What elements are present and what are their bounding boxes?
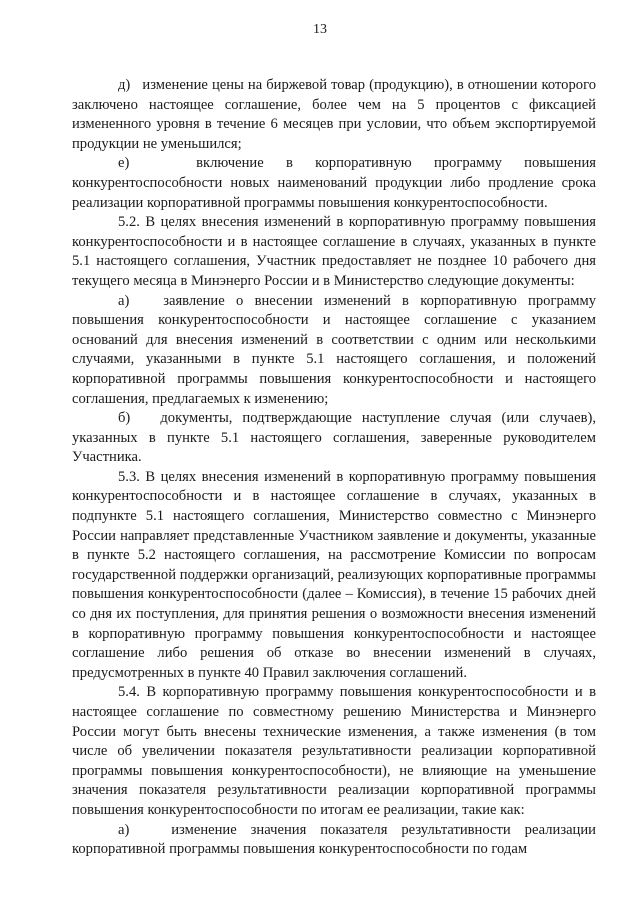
paragraph-5-4: 5.4. В корпоративную программу повышения конкурентоспособности и в настоящее соглашение по совместному решению Министерства и Минэнерго России могут быть внесены технические изменения, а также изменения (в том числе об увеличении показателя результативности реализации корпоративной программы повышения конкурентоспособности), не влияющие на уменьшение значения показателя результативности реализации корпоративной программы повышения конкурентоспособности по итогам ее реализации, такие как:: [72, 684, 596, 818]
document-body: [72, 76, 596, 860]
paragraph-5-2: 5.2. В целях внесения изменений в корпоративную программу повышения конкурентоспособности и в настоящее соглашение в случаях, указанных в пункте 5.1 настоящего соглашения, Участник предоставляет не позднее 10 рабочего дня текущего месяца в Минэнерго России и в Министерство следующие документы:: [72, 214, 596, 289]
paragraph-5-4-a: а) изменение значения показателя результативности реализации корпоративной программы повышения конкурентоспособности по годам: [72, 821, 596, 858]
paragraph-5-2-b: б) документы, подтверждающие наступление случая (или случаев), указанных в пункте 5.1 настоящего соглашения, заверенные руководителем Участника.: [72, 410, 596, 466]
paragraph-d: д) изменение цены на биржевой товар (продукцию), в отношении которого заключено настоящее соглашение, более чем на 5 процентов с фиксацией измененного уровня в течение 6 месяцев при условии, что объем экспортируемой продукции не уменьшился;: [72, 77, 596, 152]
page-number: 13: [313, 22, 327, 37]
paragraph-e: е) включение в корпоративную программу повышения конкурентоспособности новых наименований продукции либо продление срока реализации корпоративной программы повышения конкурентоспособности.: [72, 155, 596, 211]
paragraph-5-2-a: а) заявление о внесении изменений в корпоративную программу повышения конкурентоспособности и настоящее соглашение с указанием оснований для внесения изменений в соответствии с одним или несколькими случаями, указанными в пункте 5.1 настоящего соглашения, и положений корпоративной программы повышения конкурентоспособности и настоящего соглашения, предлагаемых к изменению;: [72, 292, 596, 407]
paragraph-5-3: 5.3. В целях внесения изменений в корпоративную программу повышения конкурентоспособности и в настоящее соглашение в случаях, указанных в подпункте 5.1 настоящего соглашения, Министерство совместно с Минэнерго России направляет представленные Участником заявление и документы, указанные в пункте 5.2 настоящего соглашения, на рассмотрение Комиссии по вопросам государственной поддержки организаций, реализующих корпоративные программы повышения конкурентоспособности (далее – Комиссия), в течение 15 рабочих дней со дня их поступления, для принятия решения о возможности внесения изменений в корпоративную программу повышения конкурентоспособности и настоящее соглашение либо решения об отказе во внесении изменений в случаях, предусмотренных в пункте 40 Правил заключения соглашений.: [72, 468, 596, 681]
